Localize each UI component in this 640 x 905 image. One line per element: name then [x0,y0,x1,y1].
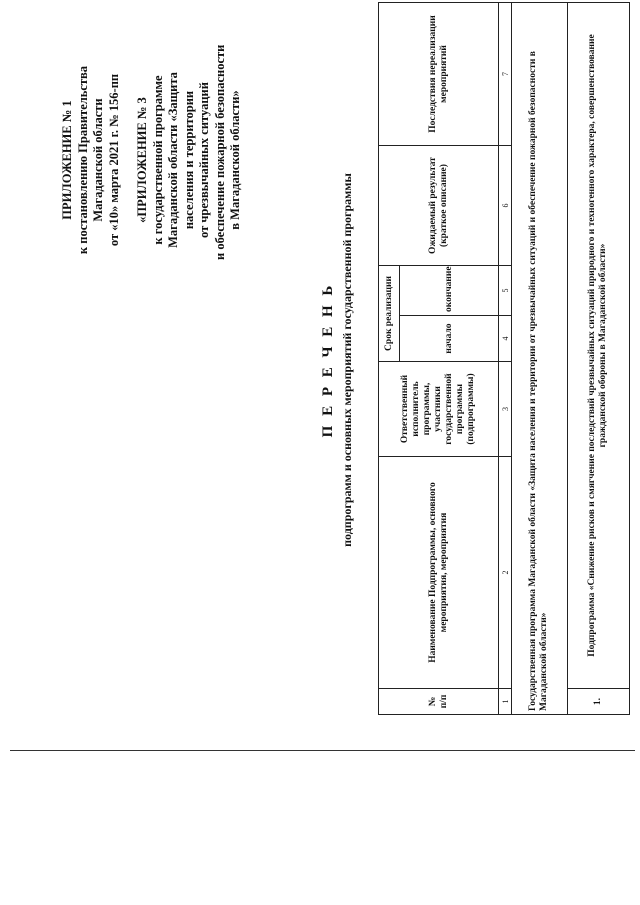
header-period: Срок реализации [379,266,400,362]
appendix-prev-line: населения и территории [181,90,196,230]
appendix-prev-line: от чрезвычайных ситуаций [197,82,211,238]
appendix-block [60,44,244,260]
table-row-subprogram: Подпрограмма «Снижение рисков и смягчение последствий чрезвычайных ситуаций природного и техногенного характера, совершенствование гражданской обороны в Магаданской области» [567,3,629,689]
appendix-prev-title: «ПРИЛОЖЕНИЕ № 3 [135,97,149,223]
appendix-line: от «10» марта 2021 г. № 156-пп [106,73,121,247]
header-consequences: Последствия нереализации мероприятий [379,3,499,146]
document-subtitle: подпрограмм и основных мероприятий государственной программы [340,173,354,547]
appendix-line: к постановлению Правительства [75,65,90,255]
column-number: 7 [499,3,512,146]
header-start: начало [400,316,499,362]
header-num: № п/п [379,689,499,715]
appendix-line: Магаданской области [91,98,105,222]
header-result: Ожидаемый результат (краткое описание) [379,146,499,266]
table-row-program: Государственная программа Магаданской области «Защита населения и территории от чрезвычайных ситуаций и обеспечение пожарной безопасности в Магаданской области» [511,3,567,715]
header-executor: Ответственный исполнитель программы, участники государственной программы (подпрограммы) [379,362,499,457]
header-name: Наименование Подпрограммы, основного мероприятия, мероприятия [379,457,499,689]
column-number: 6 [499,146,512,266]
column-number: 4 [499,316,512,362]
measures-table [378,2,630,715]
column-number: 5 [499,266,512,316]
header-end: окончание [400,266,499,316]
appendix-prev-line: к государственной программе [150,75,165,245]
appendix-prev-line: Магаданской области «Защита [166,72,180,248]
appendix-prev-line: и обеспечение пожарной безопасности [212,44,227,260]
column-number: 2 [499,457,512,689]
column-number: 3 [499,362,512,457]
page-divider-line [10,750,635,751]
appendix-title: ПРИЛОЖЕНИЕ № 1 [60,100,74,220]
appendix-prev-line: в Магаданской области» [228,90,242,230]
row-number: 1. [567,689,629,715]
column-number: 1 [499,689,512,715]
document-title: П Е Р Е Ч Е Н Ь [320,282,336,438]
